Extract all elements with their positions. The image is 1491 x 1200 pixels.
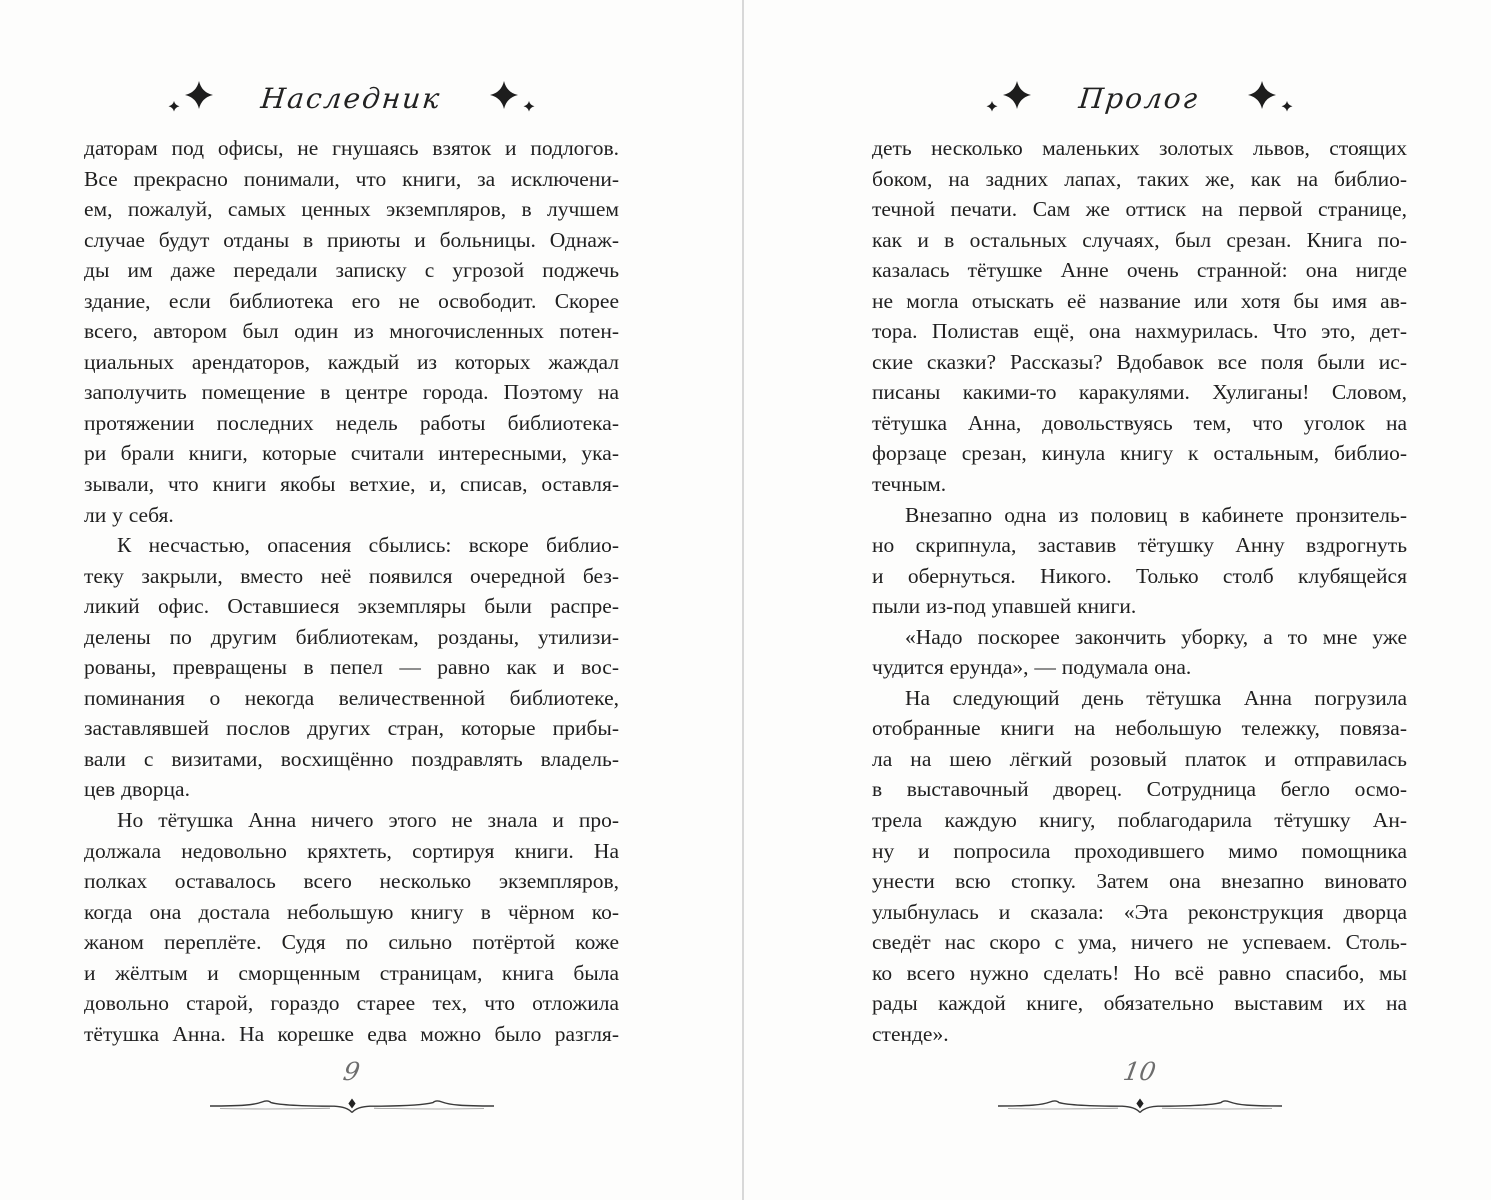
running-head-title: Пролог	[1077, 81, 1202, 115]
text-line: тётушка Анна. На корешке едва можно было разгля-	[84, 1021, 619, 1046]
right-page	[872, 0, 1407, 1119]
text-line: сведёт нас скоро с ума, ничего не успеваем. Столь-	[872, 930, 1407, 955]
text-line: делены по другим библиотекам, розданы, утилизи-	[84, 624, 619, 649]
text-line: течным.	[872, 472, 947, 497]
text-line: даторам под офисы, не гнушаясь взяток и подлогов.	[84, 136, 619, 160]
text-line: заставлявшей послов других стран, которые прибы-	[84, 716, 619, 741]
text-line: здание, если библиотека его не освободит. Скорее	[84, 288, 619, 313]
text-line: заполучить помещение в центре города. Поэтому на	[84, 380, 619, 405]
right-text-block	[872, 133, 1407, 1049]
left-text-block	[84, 133, 619, 1049]
text-line: ликий офис. Оставшиеся экземпляры были распре-	[84, 594, 619, 619]
text-line: деть несколько маленьких золотых львов, стоящих	[872, 136, 1407, 160]
text-line: боком, на задних лапах, таких же, как на библио-	[872, 166, 1407, 191]
text-line: довольно старой, гораздо старее тех, что отложила	[84, 991, 619, 1016]
sparkle-stars-icon	[484, 76, 540, 120]
text-line: циальных арендаторов, каждый из которых жаждал	[84, 349, 619, 374]
page-divider-line	[742, 0, 744, 1200]
text-line: ские сказки? Рассказы? Вдобавок все поля были ис-	[872, 349, 1407, 374]
text-line: ко всего нужно сделать! Но всё равно спасибо, мы	[872, 960, 1407, 985]
text-line: писаны какими-то каракулями. Хулиганы! Словом,	[872, 380, 1407, 405]
text-line: жаном переплёте. Судя по сильно потёртой коже	[84, 930, 619, 955]
text-line: пыли из-под упавшей книги.	[872, 594, 1137, 619]
text-line: «Надо поскорее закончить уборку, а то мне уже	[905, 624, 1407, 649]
text-line: когда она достала небольшую книгу в чёрном ко-	[84, 899, 619, 924]
text-line: цев дворца.	[84, 777, 190, 802]
right-running-head	[872, 74, 1407, 122]
text-line: тора. Полистав ещё, она нахмурилась. Что это, дет-	[872, 319, 1407, 344]
text-line: унести всю стопку. Затем она внезапно виновато	[872, 869, 1407, 894]
text-line: ри брали книги, которые считали интересными, ука-	[84, 441, 619, 466]
text-line: полках оставалось всего несколько экземпляров,	[84, 869, 619, 894]
text-line: трела каждую книгу, поблагодарила тётушку Ан-	[872, 808, 1407, 833]
text-line: улыбнулась и сказала: «Эта реконструкция дворца	[872, 899, 1407, 924]
text-line: стенде».	[872, 1021, 949, 1046]
text-line: ли у себя.	[84, 502, 174, 527]
text-line: ла на шею лёгкий розовый платок и отправилась	[872, 746, 1407, 771]
text-line: Все прекрасно понимали, что книги, за исключени-	[84, 166, 619, 191]
text-line: ем, пожалуй, самых ценных экземпляров, в лучшем	[84, 197, 619, 222]
text-line: форзаце срезан, кинула книгу к остальным, библио-	[872, 441, 1407, 466]
text-line: теку закрыли, вместо неё появился очередной без-	[84, 563, 619, 588]
text-line: случае будут отданы в приюты и больницы. Однаж-	[84, 227, 619, 252]
text-line: рованы, превращены в пепел — равно как и вос-	[84, 655, 619, 680]
text-line: должала недовольно кряхтеть, сортируя книги. На	[84, 838, 619, 863]
text-line: рады каждой книге, обязательно выставим их на	[872, 991, 1407, 1016]
sparkle-stars-icon	[163, 76, 219, 120]
text-line: в выставочный дворец. Сотрудница бегло осмо-	[872, 777, 1407, 802]
text-line: На следующий день тётушка Анна погрузила	[905, 685, 1407, 710]
text-line: чудится ерунда», — подумала она.	[872, 655, 1192, 680]
page-number: 9	[341, 1057, 363, 1087]
text-line: К несчастью, опасения сбылись: вскоре библио-	[117, 533, 619, 558]
left-running-head	[84, 74, 619, 122]
text-line: и обернуться. Никого. Только столб клубящейся	[872, 563, 1407, 588]
text-line: течной печати. Сам же оттиск на первой странице,	[872, 197, 1407, 222]
text-line: тётушка Анна, довольствуясь тем, что уголок на	[872, 410, 1407, 435]
text-line: не могла отыскать её название или хотя бы имя ав-	[872, 288, 1407, 313]
text-line: ды им даже передали записку с угрозой поджечь	[84, 258, 619, 283]
text-line: ну и попросила проходившего мимо помощника	[872, 838, 1407, 863]
text-line: Но тётушка Анна ничего этого не знала и про-	[117, 808, 619, 833]
text-line: Внезапно одна из половиц в кабинете пронзитель-	[905, 502, 1407, 527]
flourish-divider-diamond-icon	[990, 1091, 1290, 1119]
text-line: протяжении последних недель работы библиотека-	[84, 410, 619, 435]
sparkle-stars-icon	[1242, 76, 1298, 120]
page-number: 10	[1121, 1057, 1159, 1087]
text-line: казалась тётушке Анне очень странной: она нигде	[872, 258, 1407, 283]
right-page-footer	[872, 1055, 1407, 1119]
text-line: отобранные книги на небольшую тележку, повяза-	[872, 716, 1407, 741]
text-line: и жёлтым и сморщенным страницам, книга была	[84, 960, 619, 985]
left-page-footer	[84, 1055, 619, 1119]
text-line: зывали, что книги якобы ветхие, и, списав, оставля-	[84, 472, 619, 497]
text-line: как и в остальных случаях, был срезан. Книга по-	[872, 227, 1407, 252]
left-page	[84, 0, 619, 1119]
flourish-divider-diamond-icon	[202, 1091, 502, 1119]
running-head-title: Наследник	[259, 81, 444, 115]
text-line: но скрипнула, заставив тётушку Анну вздрогнуть	[872, 533, 1407, 558]
text-line: поминания о некогда величественной библиотеке,	[84, 685, 619, 710]
text-line: всего, автором был один из многочисленных потен-	[84, 319, 619, 344]
sparkle-stars-icon	[981, 76, 1037, 120]
text-line: вали с визитами, восхищённо поздравлять владель-	[84, 746, 619, 771]
